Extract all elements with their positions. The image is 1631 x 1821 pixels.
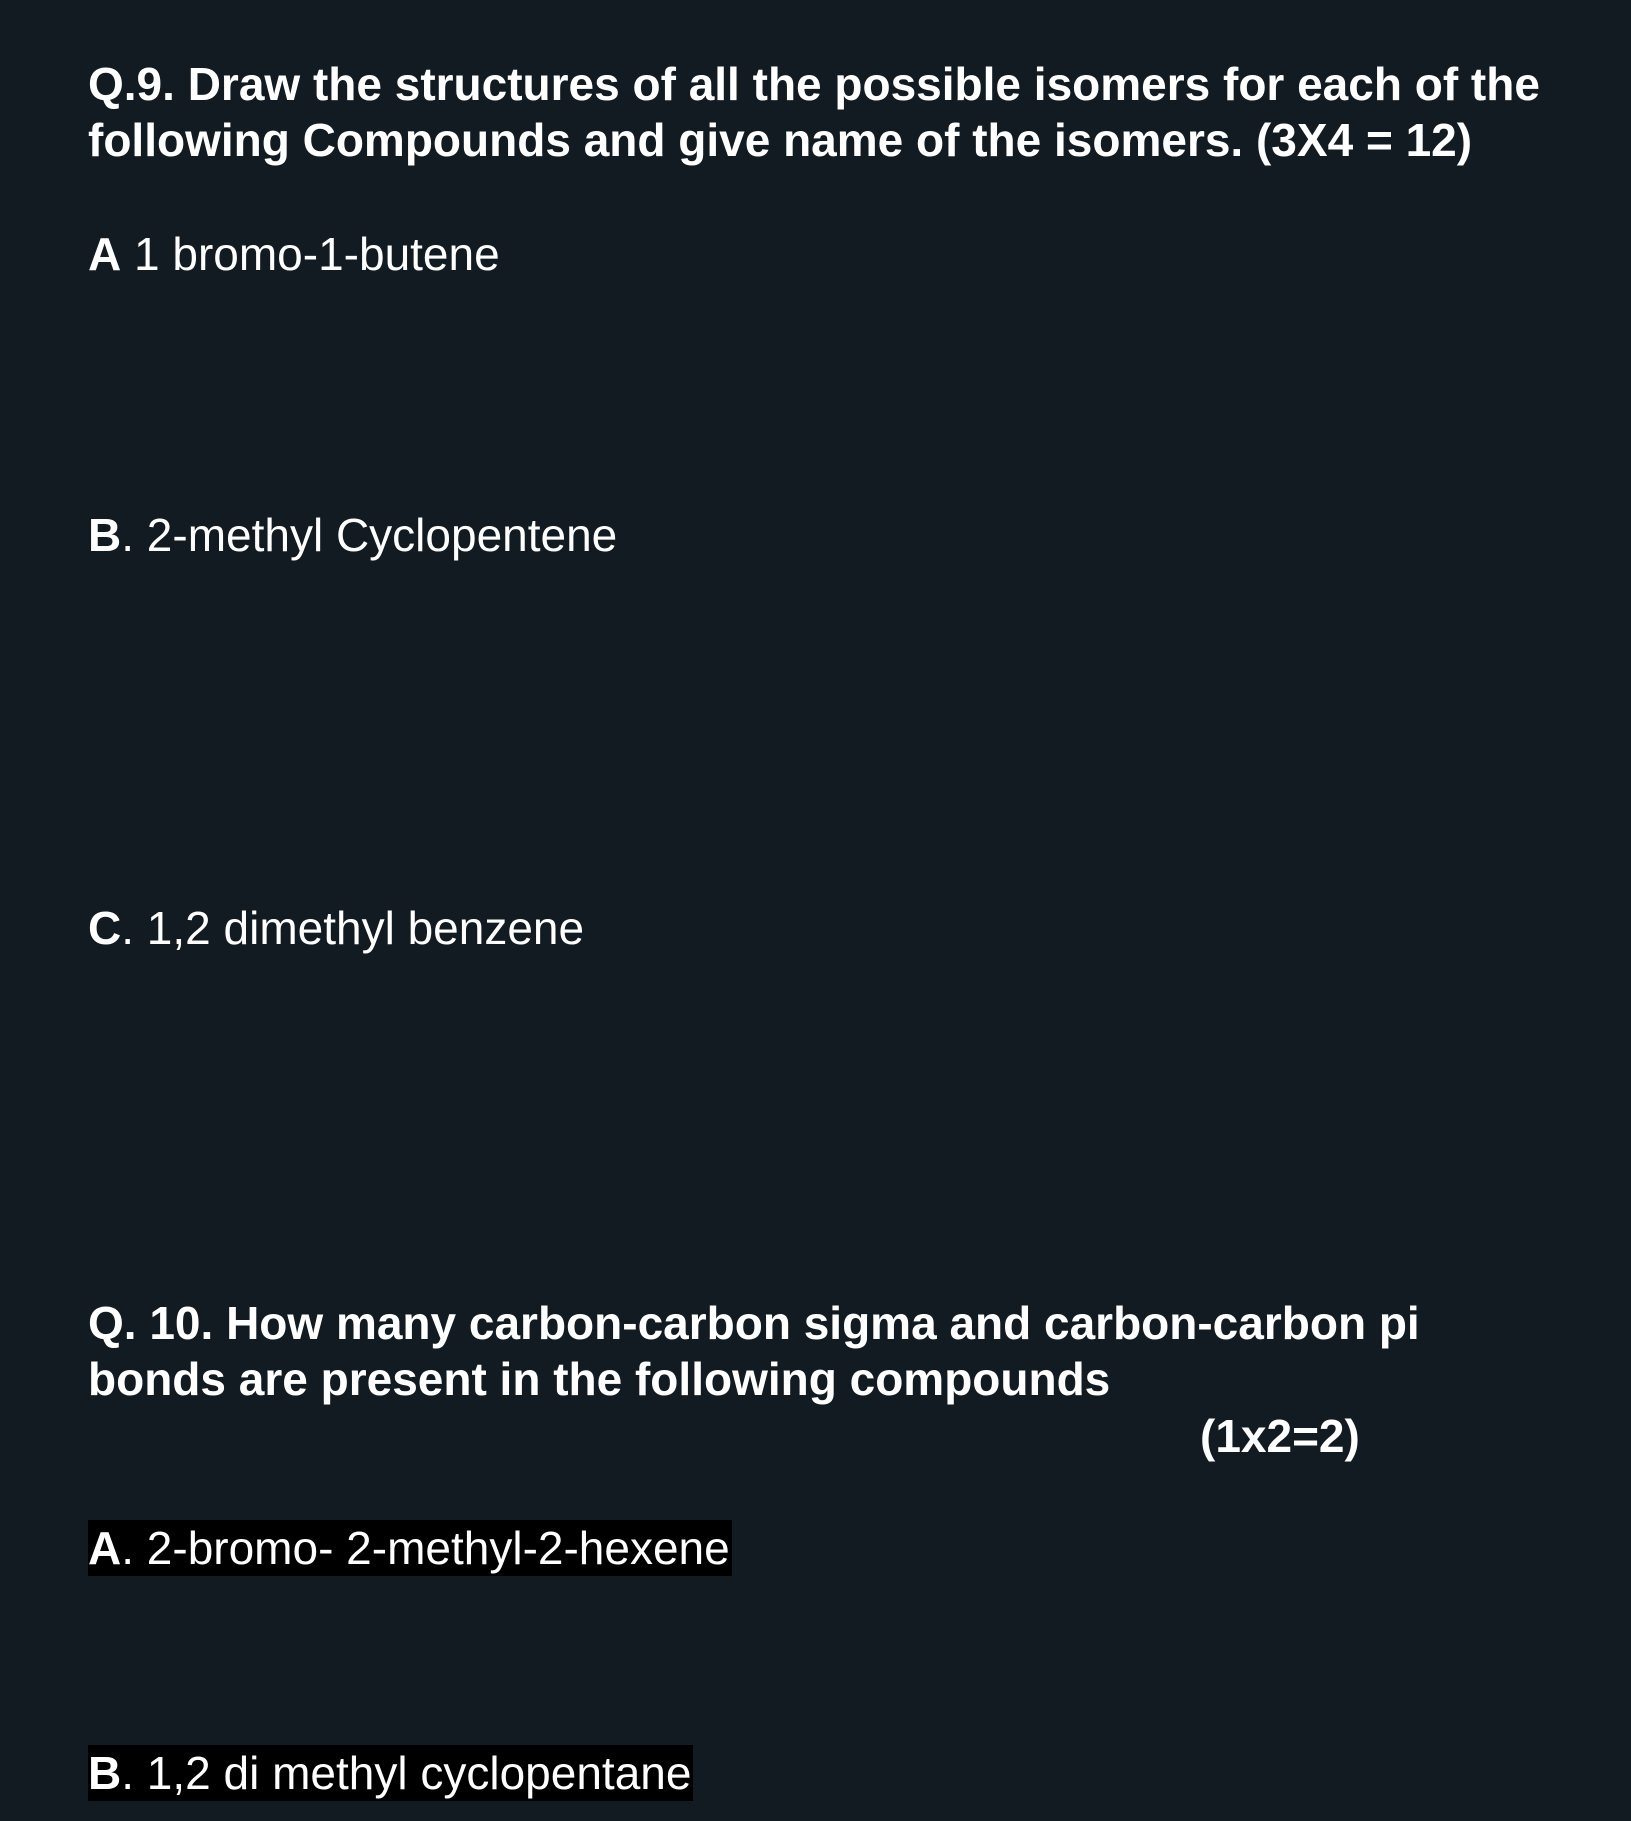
question-10-heading: Q. 10. How many carbon-carbon sigma and carbon-carbon pi bonds are present in the following compounds (88, 1297, 1420, 1405)
item-letter: B (88, 1747, 122, 1799)
item-text: . 1,2 di methyl cyclopentane (121, 1747, 692, 1799)
item-letter: C (88, 902, 122, 954)
item-letter: A (88, 1522, 122, 1574)
question-10-item-b (88, 1745, 693, 1801)
item-letter: A (88, 228, 122, 280)
question-9-item-b (88, 507, 617, 563)
question-9-item-c (88, 900, 584, 956)
item-text: . 1,2 dimethyl benzene (121, 902, 585, 954)
question-10-marks: (1x2=2) (1200, 1410, 1360, 1462)
question-10-item-a (88, 1520, 732, 1576)
item-letter: B (88, 509, 122, 561)
question-9-heading: Q.9. Draw the structures of all the possible isomers for each of the following Compounds and give name of the isomers. (3X4 = 12) (88, 58, 1540, 166)
question-9-item-a (88, 226, 500, 282)
item-text: 1 bromo-1-butene (121, 228, 500, 280)
item-text: . 2-bromo- 2-methyl-2-hexene (121, 1522, 730, 1574)
item-text: . 2-methyl Cyclopentene (121, 509, 618, 561)
